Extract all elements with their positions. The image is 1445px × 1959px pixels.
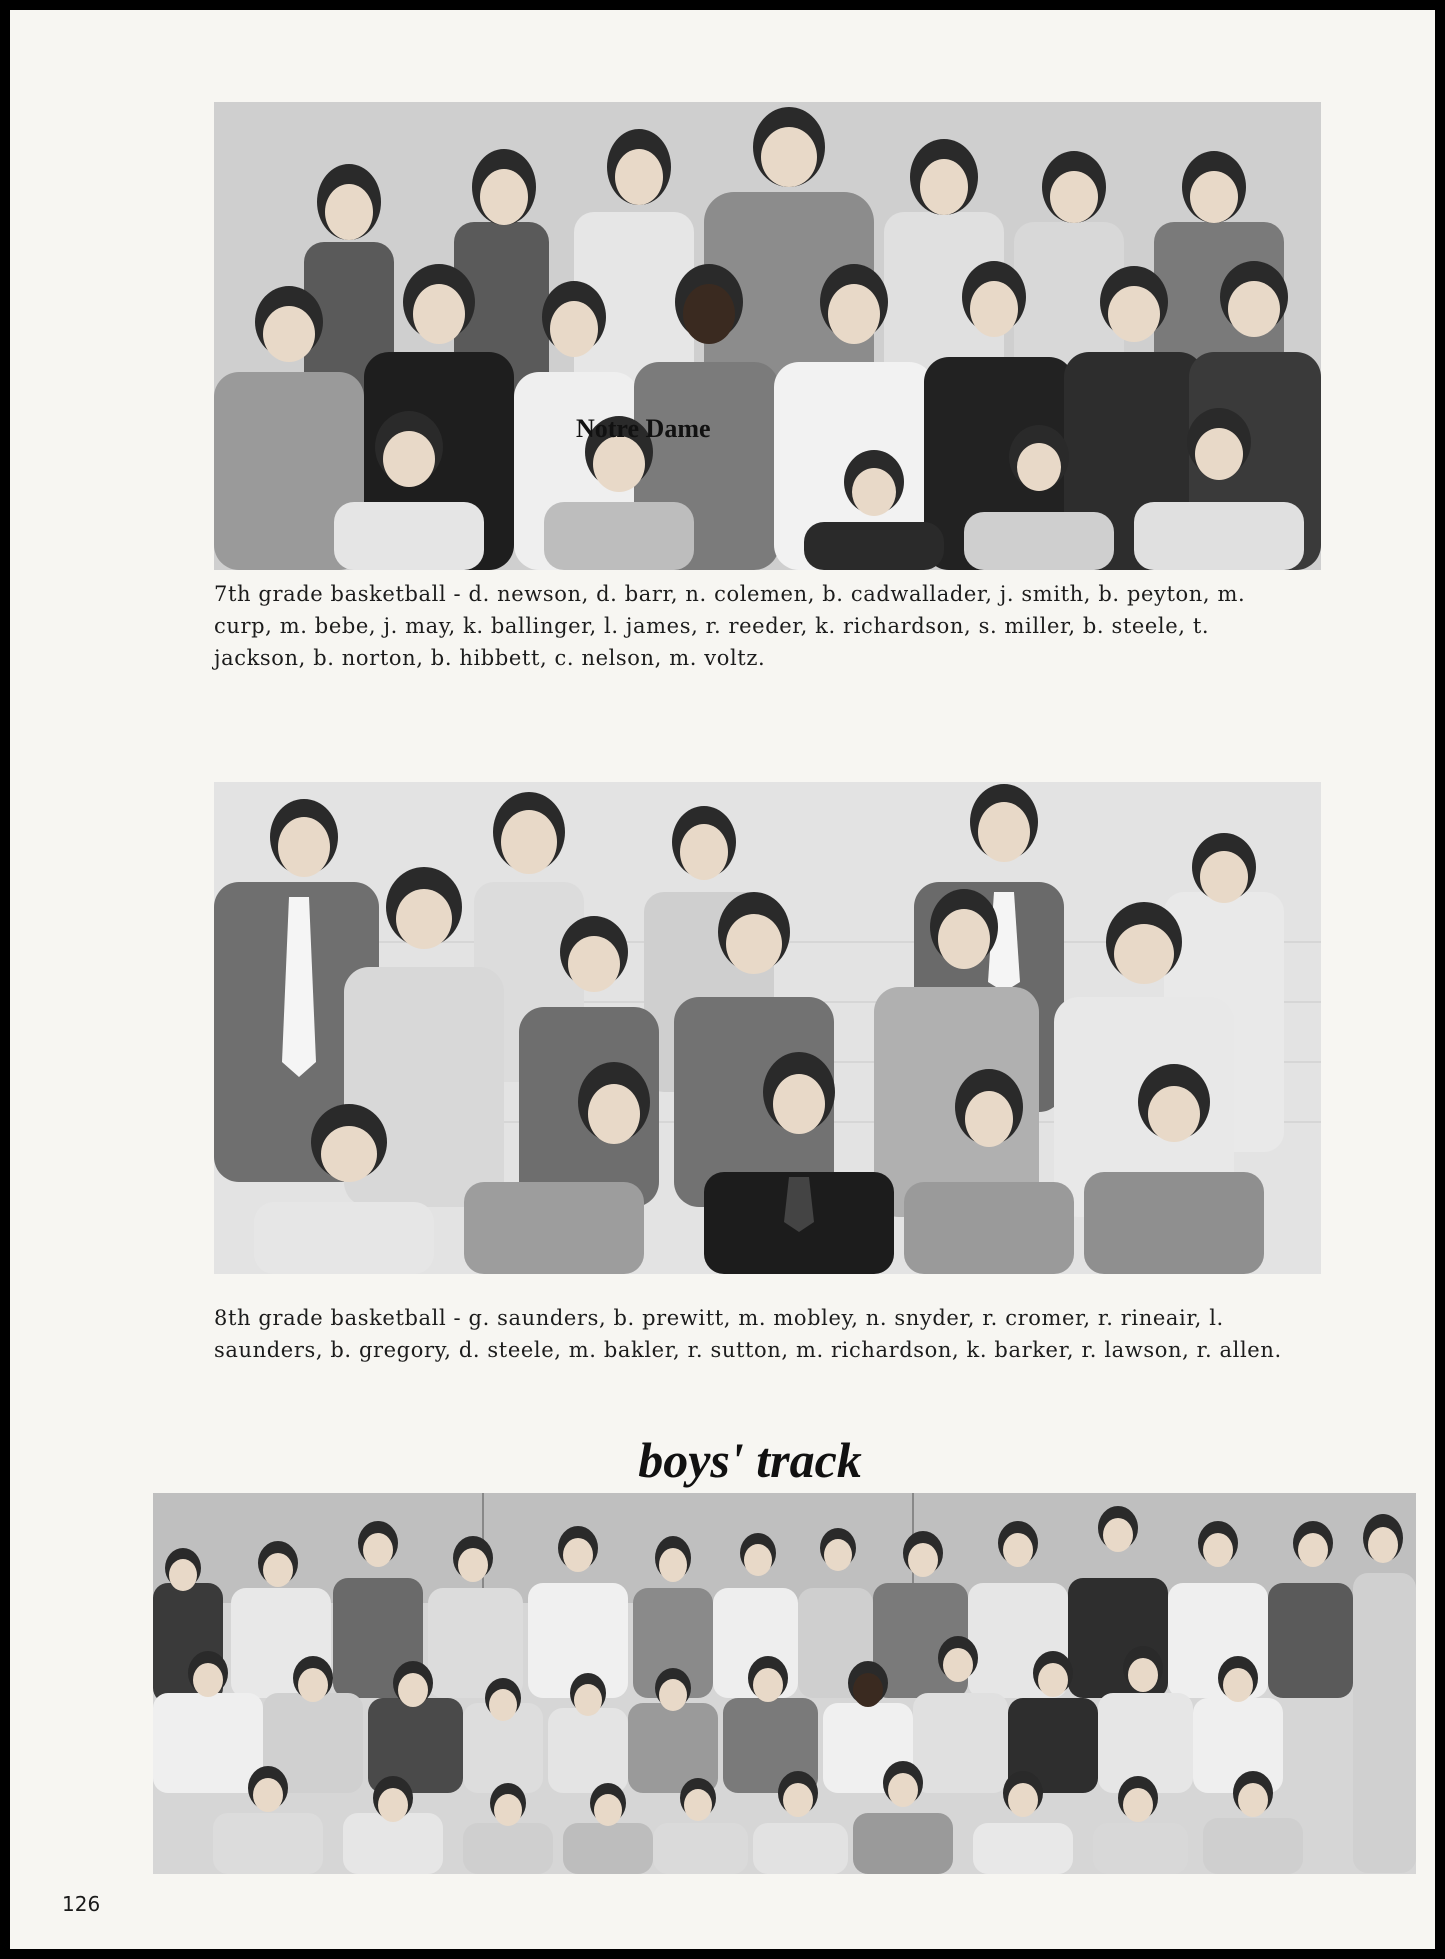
photo-boys-track (153, 1493, 1416, 1874)
shirt-lettering: Notre Dame (576, 414, 711, 443)
page-number: 126 (62, 1892, 101, 1916)
group-photo-illustration (214, 782, 1321, 1274)
yearbook-page (10, 10, 1435, 1949)
caption-7th-grade-basketball: 7th grade basketball - d. newson, d. barr, n. colemen, b. cadwallader, j. smith, b. peyton, m. curp, m. bebe, j. may, k. ballinger, l. james, r. reeder, k. richardson, s. miller, b. steele, t. jackson, b. norton, b. hibbett, c. nelson, m. voltz. (214, 582, 1246, 670)
photo-8th-grade-basketball (214, 782, 1321, 1274)
caption-8th-grade-basketball: 8th grade basketball - g. saunders, b. prewitt, m. mobley, n. snyder, r. cromer, r. rineair, l. saunders, b. gregory, d. steele, m. bakler, r. sutton, m. richardson, k. barker, r. lawson, r. allen. (214, 1306, 1282, 1362)
section-title-boys-track: boys' track (638, 1432, 862, 1488)
group-photo-illustration (214, 102, 1321, 570)
photo-7th-grade-basketball (214, 102, 1321, 570)
group-photo-illustration (153, 1493, 1416, 1874)
